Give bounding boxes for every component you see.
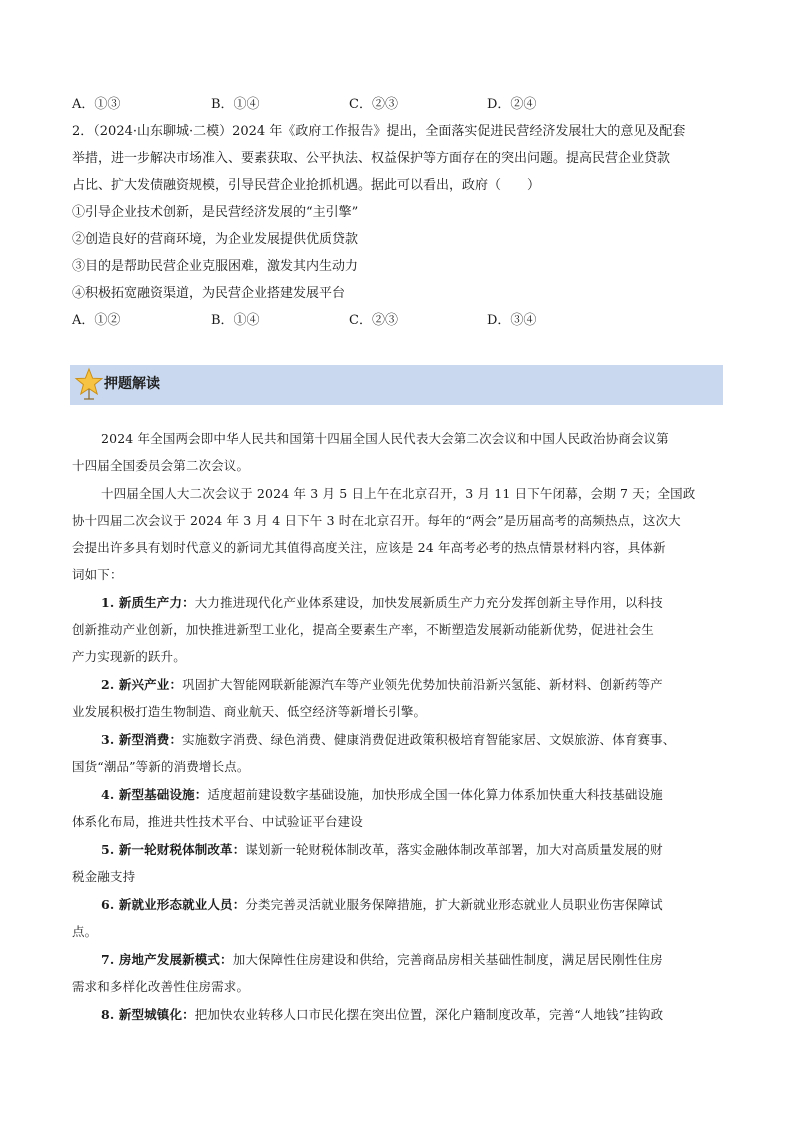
term-text: 大力推进现代化产业体系建设，加快发展新质生产力充分发挥创新主导作用，以科技 [194,595,663,610]
term-text: 巩固扩大智能网联新能源汽车等产业领先优势加快前沿新兴氢能、新材料、创新药等产 [182,677,663,692]
term-item-7 [101,951,724,969]
term-item-5 [101,841,724,859]
q2-option-c[interactable]: C．②③ [349,313,398,328]
q2-stem-line-2: 举措，进一步解决市场准入、要素获取、公平执法、权益保护等方面存在的突出问题。提高民营企业贷款 [72,151,671,166]
term-title: 3. 新型消费： [101,732,183,747]
q2-option-a[interactable]: A．①② [72,313,121,328]
section-banner [70,365,723,405]
term-title: 7. 房地产发展新模式： [101,952,233,967]
q2-statement-1: ①引导企业技术创新，是民营经济发展的“主引擎” [72,205,359,220]
term-item-1-line-2: 创新推动产业创新，加快推进新型工业化，提高全要素生产率，不断塑造发展新动能新优势，促进社会生 [72,622,654,637]
para-2-line-4: 词如下： [72,567,123,582]
term-item-1-line-3: 产力实现新的跃升。 [72,649,186,664]
q1-option-a[interactable]: A．①③ [72,97,121,112]
term-item-6 [101,896,724,914]
term-text: 实施数字消费、绿色消费、健康消费促进政策积极培育智能家居、文娱旅游、体育赛事、 [182,732,676,747]
term-item-3 [101,731,724,749]
q1-options [72,96,722,114]
q2-option-d[interactable]: D．③④ [487,313,537,328]
q2-statement-2: ②创造良好的营商环境，为企业发展提供优质贷款 [72,232,359,247]
term-text: 加大保障性住房建设和供给，完善商品房相关基础性制度，满足居民刚性住房 [232,952,663,967]
term-item-2-line-2: 业发展积极打造生物制造、商业航天、低空经济等新增长引擎。 [72,704,427,719]
para-1-line-2: 十四届全国委员会第二次会议。 [72,458,250,473]
term-item-4-line-2: 体系化布局，推进共性技术平台、中试验证平台建设 [72,814,363,829]
para-1-line-1: 2024 年全国两会即中华人民共和国第十四届全国人民代表大会第二次会议和中国人民政治协商会议第 [101,431,669,446]
term-title: 5. 新一轮财税体制改革： [101,842,246,857]
term-text: 谋划新一轮财税体制改革，落实金融体制改革部署，加大对高质量发展的财 [245,842,663,857]
term-title: 4. 新型基础设施： [101,787,208,802]
q2-stem-line-1: 2．（2024·山东聊城·二模）2024 年《政府工作报告》提出，全面落实促进民营经济发展壮大的意见及配套 [72,124,686,139]
term-item-1 [101,594,724,612]
q2-statement-4: ④积极拓宽融资渠道，为民营企业搭建发展平台 [72,286,346,301]
term-text: 分类完善灵活就业服务保障措施，扩大新就业形态就业人员职业伤害保障试 [245,897,663,912]
q2-option-b[interactable]: B．①④ [211,313,260,328]
term-item-3-line-2: 国货“潮品”等新的消费增长点。 [72,759,250,774]
term-title: 8. 新型城镇化： [101,1007,195,1022]
q1-option-c[interactable]: C．②③ [349,97,398,112]
q2-options [72,312,722,330]
term-title: 1. 新质生产力： [101,595,195,610]
term-item-4 [101,786,724,804]
term-title: 6. 新就业形态就业人员： [101,897,246,912]
star-icon [74,367,104,401]
term-item-8 [101,1006,724,1024]
term-item-5-line-2: 税金融支持 [72,869,136,884]
term-text: 适度超前建设数字基础设施，加快形成全国一体化算力体系加快重大科技基础设施 [207,787,663,802]
q2-statement-3: ③目的是帮助民营企业克服困难，激发其内生动力 [72,259,359,274]
q1-option-d[interactable]: D．②④ [487,97,537,112]
q2-stem-line-3: 占比、扩大发债融资规模，引导民营企业抢抓机遇。据此可以看出，政府（ ） [72,178,541,193]
term-title: 2. 新兴产业： [101,677,183,692]
term-item-2 [101,676,724,694]
term-item-6-line-2: 点。 [72,924,98,939]
term-text: 把加快农业转移人口市民化摆在突出位置，深化户籍制度改革，完善“人地钱”挂钩政 [194,1007,664,1022]
section-title: 押题解读 [104,376,160,392]
para-2-line-1: 十四届全国人大二次会议于 2024 年 3 月 5 日上午在北京召开，3 月 11 日下午闭幕，会期 7 天；全国政 [101,486,696,501]
term-item-7-line-2: 需求和多样化改善性住房需求。 [72,979,250,994]
para-2-line-2: 协十四届二次会议于 2024 年 3 月 4 日下午 3 时在北京召开。每年的“两会”是历届高考的高频热点，这次大 [72,513,681,528]
para-2-line-3: 会提出许多具有划时代意义的新词尤其值得高度关注，应该是 24 年高考必考的热点情景材料内容，具体新 [72,540,666,555]
q1-option-b[interactable]: B．①④ [211,97,260,112]
